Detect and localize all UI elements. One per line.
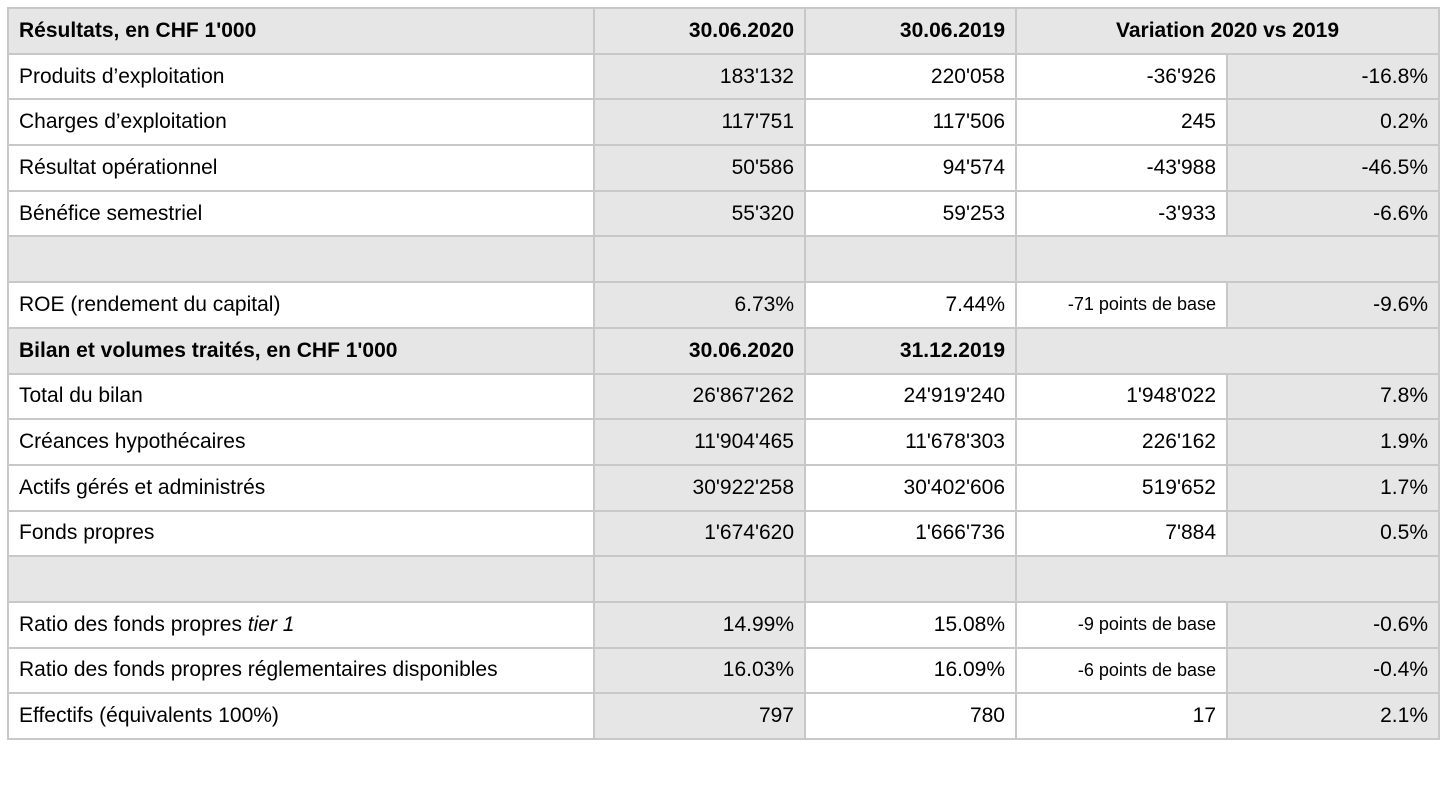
value-2020: 183'132 [594,54,805,100]
value-2019: 1'666'736 [805,511,1016,557]
variation-percent: -6.6% [1227,191,1439,237]
spacer-cell [1016,556,1439,602]
results-col-2019: 30.06.2019 [805,8,1016,54]
table-row [8,648,1439,694]
financial-results-table [7,7,1440,740]
table-row [8,693,1439,739]
row-label: Produits d’exploitation [8,54,594,100]
balance-section-title: Bilan et volumes traités, en CHF 1'000 [8,328,594,374]
balance-header-row [8,328,1439,374]
variation-absolute: 1'948'022 [1016,374,1227,420]
variation-percent: -46.5% [1227,145,1439,191]
spacer-row [8,236,1439,282]
value-2019: 117'506 [805,99,1016,145]
results-header-row [8,8,1439,54]
variation-percent: -0.4% [1227,648,1439,694]
variation-percent: -9.6% [1227,282,1439,328]
table-row [8,419,1439,465]
row-label: Résultat opérationnel [8,145,594,191]
value-2020: 6.73% [594,282,805,328]
value-2020: 11'904'465 [594,419,805,465]
variation-absolute: -43'988 [1016,145,1227,191]
variation-percent: 0.5% [1227,511,1439,557]
variation-percent: 0.2% [1227,99,1439,145]
results-col-2020: 30.06.2020 [594,8,805,54]
table-row [8,602,1439,648]
variation-absolute: -9 points de base [1016,602,1227,648]
variation-absolute: -36'926 [1016,54,1227,100]
table-row [8,191,1439,237]
value-2019: 780 [805,693,1016,739]
variation-percent: 1.9% [1227,419,1439,465]
balance-col-2020: 30.06.2020 [594,328,805,374]
variation-percent: -0.6% [1227,602,1439,648]
spacer-cell [1016,236,1439,282]
table-row [8,282,1439,328]
value-2019: 24'919'240 [805,374,1016,420]
table-row [8,99,1439,145]
spacer-cell [805,556,1016,602]
row-label: Charges d’exploitation [8,99,594,145]
variation-absolute: 7'884 [1016,511,1227,557]
value-2019: 16.09% [805,648,1016,694]
value-2020: 50'586 [594,145,805,191]
spacer-cell [805,236,1016,282]
row-label: Ratio des fonds propres réglementaires disponibles [8,648,594,694]
variation-percent: 2.1% [1227,693,1439,739]
results-col-variation: Variation 2020 vs 2019 [1016,8,1439,54]
value-2019: 94'574 [805,145,1016,191]
balance-header-empty [1016,328,1439,374]
variation-percent: 1.7% [1227,465,1439,511]
value-2020: 16.03% [594,648,805,694]
variation-percent: 7.8% [1227,374,1439,420]
row-label: Total du bilan [8,374,594,420]
value-2020: 55'320 [594,191,805,237]
variation-absolute: -6 points de base [1016,648,1227,694]
variation-absolute: -71 points de base [1016,282,1227,328]
row-label: Fonds propres [8,511,594,557]
value-2019: 30'402'606 [805,465,1016,511]
row-label-text: Ratio des fonds propres [19,612,248,636]
value-2020: 26'867'262 [594,374,805,420]
table-row [8,511,1439,557]
row-label: Actifs gérés et administrés [8,465,594,511]
value-2019: 11'678'303 [805,419,1016,465]
spacer-cell [594,556,805,602]
variation-absolute: -3'933 [1016,191,1227,237]
variation-absolute: 226'162 [1016,419,1227,465]
variation-absolute: 519'652 [1016,465,1227,511]
row-label: ROE (rendement du capital) [8,282,594,328]
row-label: Créances hypothécaires [8,419,594,465]
table-row [8,374,1439,420]
spacer-cell [594,236,805,282]
value-2019: 220'058 [805,54,1016,100]
value-2019: 15.08% [805,602,1016,648]
value-2020: 117'751 [594,99,805,145]
variation-absolute: 245 [1016,99,1227,145]
value-2020: 14.99% [594,602,805,648]
spacer-row [8,556,1439,602]
results-section-title: Résultats, en CHF 1'000 [8,8,594,54]
row-label [8,602,594,648]
variation-absolute: 17 [1016,693,1227,739]
value-2020: 797 [594,693,805,739]
table-row [8,54,1439,100]
spacer-cell [8,556,594,602]
value-2020: 30'922'258 [594,465,805,511]
variation-percent: -16.8% [1227,54,1439,100]
table-row [8,145,1439,191]
value-2019: 59'253 [805,191,1016,237]
row-label: Bénéfice semestriel [8,191,594,237]
value-2020: 1'674'620 [594,511,805,557]
row-label: Effectifs (équivalents 100%) [8,693,594,739]
row-label-italic: tier 1 [247,612,295,636]
table-row [8,465,1439,511]
balance-col-2019: 31.12.2019 [805,328,1016,374]
spacer-cell [8,236,594,282]
value-2019: 7.44% [805,282,1016,328]
